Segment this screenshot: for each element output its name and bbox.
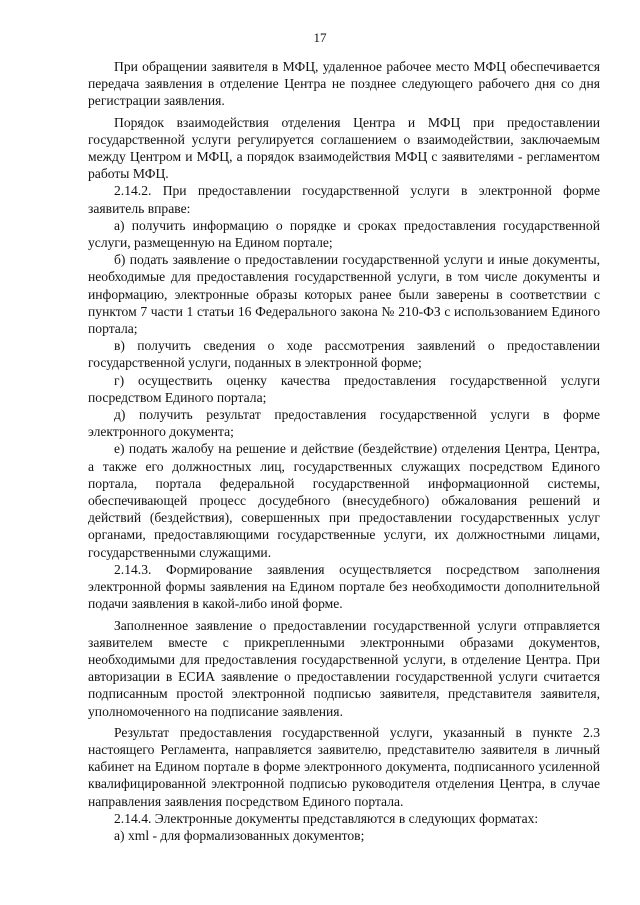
list-item-e: е) подать жалобу на решение и действие (бездействие) отделения Центра, Центра, а также его должностных лиц, государственных служащих посредством Единого портала, портала федеральной государственной информационной системы, обеспечивающей процесс досудебного (внесудебного) обжалования решений и действий (бездействия), совершенных при предоставлении государственных услуг органами, предоставляющими государственные услуги, их должностными лицами, государственными служащими.: [88, 441, 600, 560]
list-item-a: а) получить информацию о порядке и сроках предоставления государственной услуги, размещенную на Едином портале;: [88, 217, 600, 251]
paragraph-mfc-transfer: При обращении заявителя в МФЦ, удаленное рабочее место МФЦ обеспечивается передача заявления в отделение Центра не позднее следующего рабочего дня со дня регистрации заявления.: [88, 59, 600, 109]
page-number: 17: [313, 30, 327, 45]
list-item-v: в) получить сведения о ходе рассмотрения заявлений о предоставлении государственной услуги, поданных в электронной форме;: [88, 338, 600, 371]
list-item-b: б) подать заявление о предоставлении государственной услуги и иные документы, необходимые для предоставления государственной услуги, в том числе документы и информацию, электронные образы которых ранее были заверены в соответствии с пунктом 7 части 1 статьи 16 Федерального закона № 210-ФЗ с использованием Единого портала;: [88, 252, 600, 337]
paragraph-2-14-4: 2.14.4. Электронные документы представляются в следующих форматах:: [114, 810, 539, 826]
paragraph-filled-application: Заполненное заявление о предоставлении государственной услуги отправляется заявителем вместе с прикрепленными электронными образами документов, необходимыми для предоставления государственной услуги, в отделение Центра. При авторизации в ЕСИА заявление о предоставлении государственной услуги считается подписанным простой электронной подписью заявителя, представителя заявителя, уполномоченного на подписание заявления.: [88, 617, 600, 719]
document-body: [88, 58, 600, 844]
list-item-d: д) получить результат предоставления государственной услуги в форме электронного документа;: [88, 407, 600, 440]
paragraph-2-14-2: 2.14.2. При предоставлении государственной услуги в электронной форме заявитель вправе:: [88, 183, 600, 216]
paragraph-result: Результат предоставления государственной услуги, указанный в пункте 2.3 настоящего Регламента, направляется заявителю, представителю заявителя в личный кабинет на Едином портале в форме электронного документа, подписанного усиленной квалифицированной электронной подписью руководителя отделения Центра, в случае направления заявления посредством Единого портала.: [88, 724, 600, 809]
paragraph-interaction-order: Порядок взаимодействия отделения Центра и МФЦ при предоставлении государственной услуги регулируется соглашением о взаимодействии, заключаемым между Центром и МФЦ, а порядок взаимодействия МФЦ с заявителями - регламентом работы МФЦ.: [88, 114, 600, 182]
paragraph-2-14-3: 2.14.3. Формирование заявления осуществляется посредством заполнения электронной формы заявления на Едином портале без необходимости дополнительной подачи заявления в какой-либо иной форме.: [88, 561, 600, 612]
list-item-g: г) осуществить оценку качества предоставления государственной услуги посредством Единого портала;: [88, 372, 600, 405]
list-item-xml: а) xml - для формализованных документов;: [114, 827, 365, 843]
